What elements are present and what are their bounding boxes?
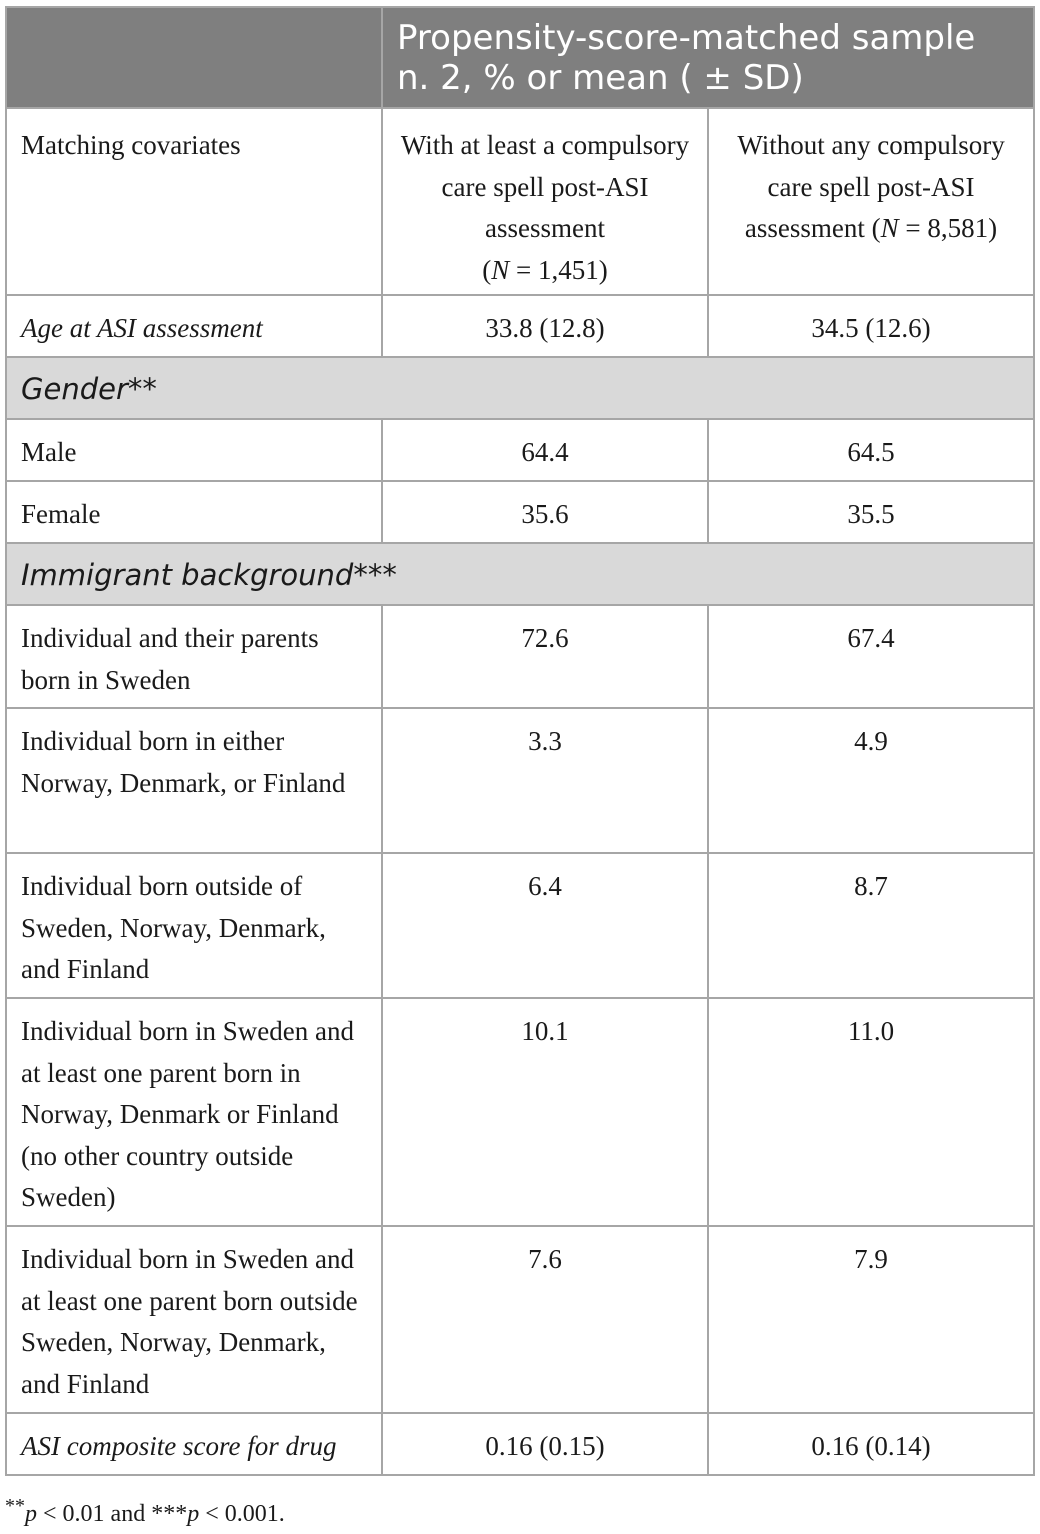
section-label-immigrant: Immigrant background*** (21, 558, 397, 592)
header-empty-cell (6, 7, 382, 108)
row-value-imm4-with: 10.1 (521, 1016, 569, 1046)
row-value-imm1-without: 67.4 (847, 623, 895, 653)
header-title-line1: Propensity-score-matched sample (397, 18, 976, 58)
with-care-label: With at least a compulsory care spell post-ASI assessment (400, 130, 690, 243)
row-value-imm4-without: 11.0 (847, 1016, 895, 1046)
table-row (6, 481, 1034, 543)
row-label-imm1: Individual and their parents born in Sweden (21, 623, 319, 695)
table-row (6, 419, 1034, 481)
row-value-imm2-with: 3.3 (528, 726, 562, 756)
table-header-row (6, 7, 1034, 108)
row-value-imm1-with: 72.6 (521, 623, 569, 653)
covariates-table-container (5, 6, 1035, 1476)
row-value-age-without: 34.5 (12.6) (811, 313, 931, 343)
row-label-imm5: Individual born in Sweden and at least one parent born outside Sweden, Norway, Denmark, and Finland (21, 1244, 358, 1399)
with-care-n-label: N (491, 254, 510, 285)
header-title-cell (382, 7, 1034, 108)
without-care-n-value: = 8,581) (898, 213, 998, 243)
row-value-imm5-with: 7.6 (528, 1244, 562, 1274)
row-label-imm3: Individual born outside of Sweden, Norway, Denmark, and Finland (21, 871, 326, 984)
row-label-imm4: Individual born in Sweden and at least one parent born in Norway, Denmark or Finland (no other country outside Sweden) (21, 1016, 354, 1212)
without-care-label: Without any compulsory care spell post-ASI assessment ( (737, 130, 1005, 243)
row-label-female: Female (21, 499, 101, 529)
row-label-asi: ASI composite score for drug (21, 1431, 337, 1461)
table-row (6, 998, 1034, 1226)
column-header-with-care: With at least a compulsory care spell post-ASI assessment (N = 1,451) (382, 108, 708, 295)
table-row (6, 853, 1034, 998)
table-footnote (5, 1495, 285, 1528)
footnote-p2: p (187, 1501, 200, 1527)
table-row (6, 1413, 1034, 1475)
header-title-line2: n. 2, % or mean ( ± SD) (397, 58, 804, 98)
row-label-male: Male (21, 437, 77, 467)
row-label-imm2: Individual born in either Norway, Denmark, or Finland (21, 726, 346, 798)
with-care-n-value: = 1,451) (509, 254, 608, 285)
table-row (6, 295, 1034, 357)
row-value-asi-with: 0.16 (0.15) (485, 1431, 605, 1461)
row-value-male-with: 64.4 (521, 437, 569, 467)
column-header-row (6, 108, 1034, 295)
row-value-imm5-without: 7.9 (854, 1244, 888, 1274)
footnote-text1: < 0.01 and *** (37, 1501, 188, 1527)
row-value-male-without: 64.5 (847, 437, 895, 467)
table-row (6, 605, 1034, 708)
covariates-table (5, 6, 1035, 1476)
footnote-text2: < 0.001. (199, 1501, 285, 1527)
section-label-gender: Gender** (21, 372, 157, 406)
section-row-immigrant (6, 543, 1034, 605)
row-value-imm3-without: 8.7 (854, 871, 888, 901)
row-label-age: Age at ASI assessment (21, 313, 263, 343)
table-row (6, 1226, 1034, 1413)
without-care-n-label: N (880, 213, 899, 243)
column-header-covariates: Matching covariates (6, 108, 382, 295)
row-value-asi-without: 0.16 (0.14) (811, 1431, 931, 1461)
column-header-without-care (708, 108, 1034, 295)
row-value-female-without: 35.5 (847, 499, 895, 529)
footnote-stars: ** (5, 1495, 25, 1517)
row-value-imm3-with: 6.4 (528, 871, 562, 901)
row-value-age-with: 33.8 (12.8) (485, 313, 605, 343)
table-row (6, 708, 1034, 853)
footnote-p1: p (25, 1501, 37, 1527)
section-row-gender (6, 357, 1034, 419)
row-value-imm2-without: 4.9 (854, 726, 888, 756)
row-value-female-with: 35.6 (521, 499, 569, 529)
